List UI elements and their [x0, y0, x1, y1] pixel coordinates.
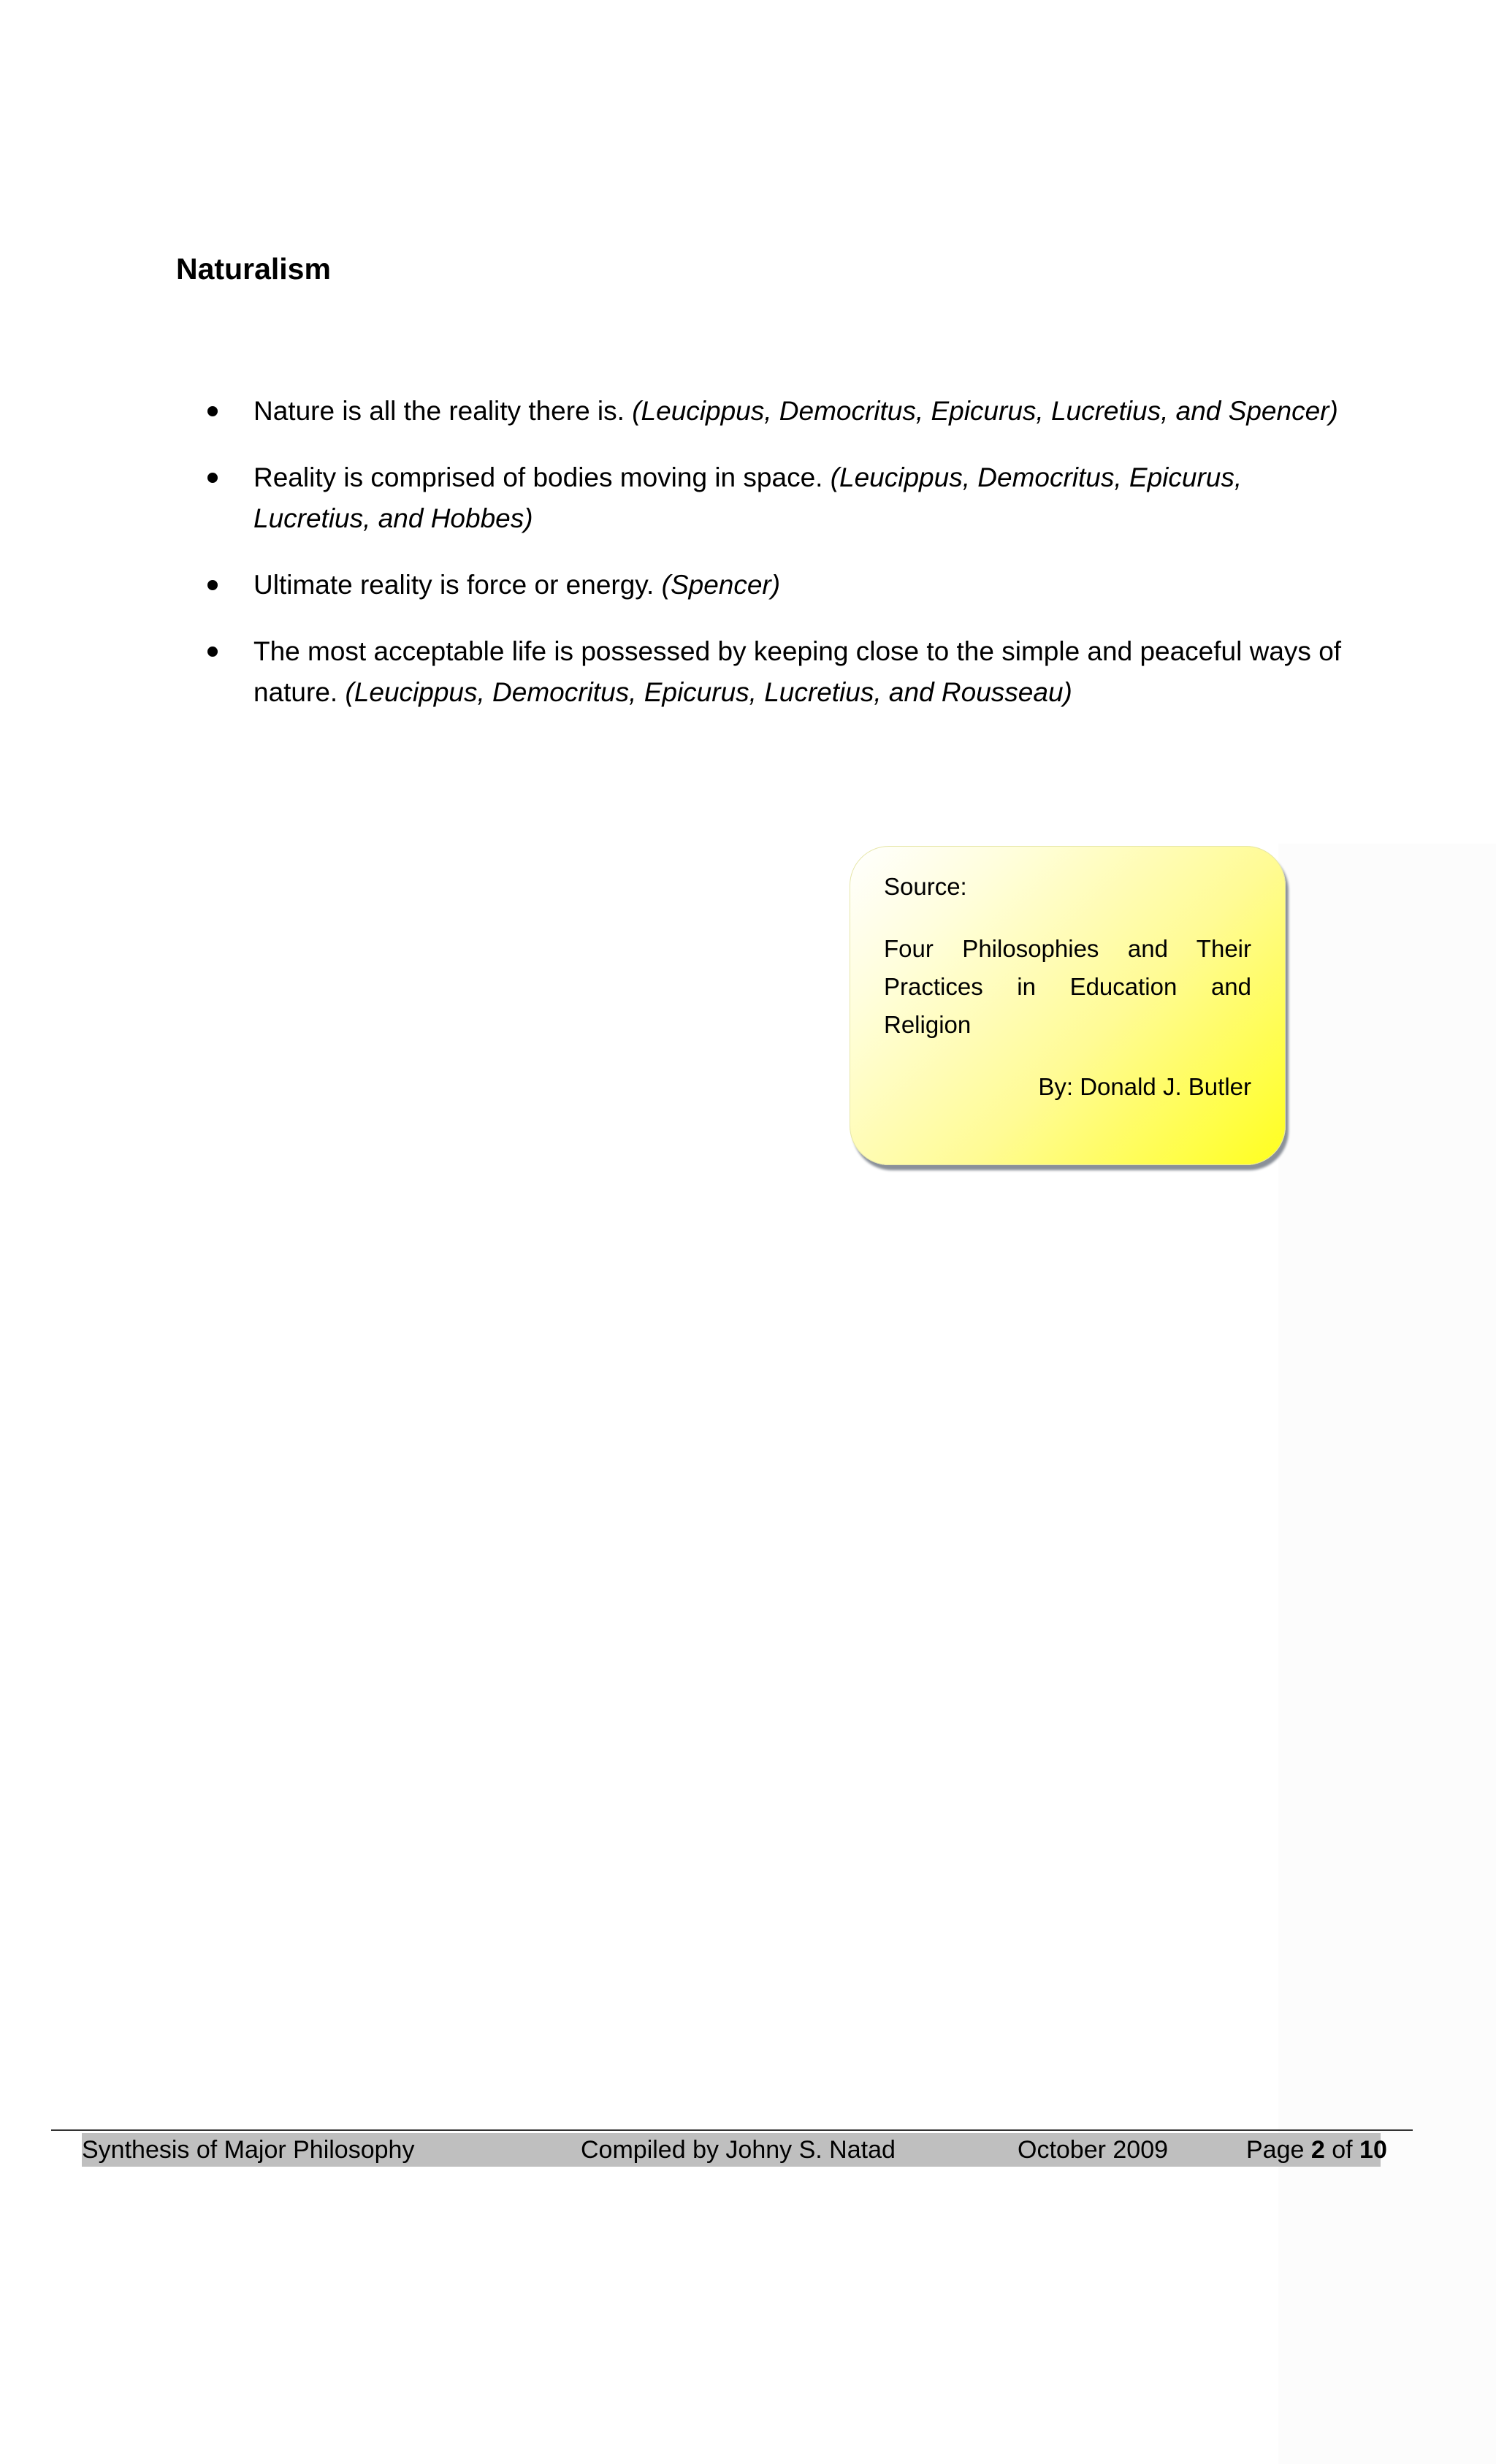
bullet-icon [207, 473, 218, 483]
footer-page-word: Page [1246, 2136, 1305, 2164]
footer-page-of: of [1332, 2136, 1353, 2164]
footer-date: October 2009 [1018, 2136, 1169, 2164]
bullet-citation: (Leucippus, Democritus, Epicurus, Lucretius, and Spencer) [632, 396, 1338, 426]
bullet-text: Ultimate reality is force or energy. [253, 570, 654, 600]
bullet-citation: (Spencer) [661, 570, 781, 600]
bullet-icon [207, 646, 218, 657]
bullet-icon [207, 406, 218, 416]
footer-page-total: 10 [1359, 2136, 1387, 2164]
bullet-text: Nature is all the reality there is. [253, 396, 625, 426]
source-author: By: Donald J. Butler [1038, 1073, 1251, 1100]
section-heading: Naturalism [176, 252, 331, 286]
bullet-text: The most acceptable life is possessed by keeping close to the simple and peaceful ways of nature. [253, 636, 1342, 707]
bullet-list [205, 391, 1344, 739]
footer-page-number [1246, 2133, 1387, 2167]
bullet-citation: (Leucippus, Democritus, Epicurus, Lucretius, and Hobbes) [253, 462, 1243, 533]
list-item [205, 631, 1344, 713]
footer-compiled-by: Compiled by Johny S. Natad [581, 2136, 896, 2164]
source-title-main: Four Philosophies and Their Practices in Education and [884, 935, 1251, 1000]
source-callout [850, 846, 1286, 1165]
page-footer [82, 2133, 1387, 2167]
bullet-icon [207, 580, 218, 590]
footer-document-title: Synthesis of Major Philosophy [82, 2136, 415, 2164]
source-label: Source: [884, 873, 967, 900]
list-item [205, 565, 1344, 606]
list-item [205, 391, 1344, 432]
footer-page-current: 2 [1310, 2136, 1325, 2164]
list-item [205, 457, 1344, 539]
footer-divider [51, 2129, 1413, 2131]
source-title [884, 930, 1251, 1044]
bullet-text: Reality is comprised of bodies moving in space. [253, 462, 823, 492]
page-margin-tint [1278, 844, 1496, 2464]
source-title-last: Religion [884, 1011, 972, 1038]
bullet-citation: (Leucippus, Democritus, Epicurus, Lucretius, and Rousseau) [345, 677, 1072, 707]
